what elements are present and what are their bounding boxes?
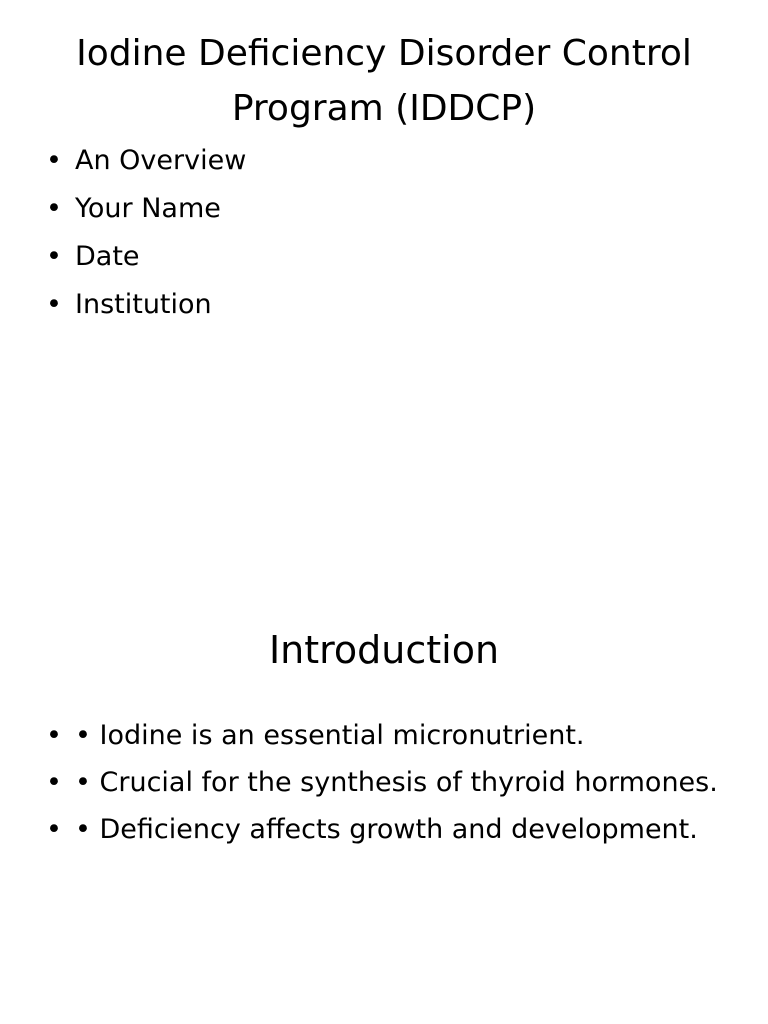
bullet-icon: • xyxy=(46,814,62,845)
bullet-text: Date xyxy=(75,241,140,272)
list-item xyxy=(46,236,726,277)
bullet-text: • Iodine is an essential micronutrient. xyxy=(75,720,585,751)
bullet-icon: • xyxy=(46,720,62,751)
bullet-list xyxy=(46,140,726,332)
bullet-text: • Deficiency affects growth and development. xyxy=(75,814,698,845)
list-item xyxy=(46,284,726,325)
bullet-text: Your Name xyxy=(75,193,221,224)
introduction-slide xyxy=(0,512,768,1024)
bullet-icon: • xyxy=(46,241,62,272)
list-item xyxy=(46,809,726,851)
bullet-icon: • xyxy=(46,767,62,798)
list-item xyxy=(46,140,726,181)
list-item xyxy=(46,762,726,804)
slide-title: Iodine Deficiency Disorder Control Program (IDDCP) xyxy=(76,33,692,129)
bullet-icon: • xyxy=(46,145,62,176)
slide-title: Introduction xyxy=(268,628,500,672)
bullet-text: Institution xyxy=(75,289,212,320)
bullet-text: • Crucial for the synthesis of thyroid hormones. xyxy=(75,767,718,798)
bullet-list xyxy=(46,715,726,856)
list-item xyxy=(46,188,726,229)
bullet-text: An Overview xyxy=(75,145,247,176)
bullet-icon: • xyxy=(46,289,62,320)
bullet-icon: • xyxy=(46,193,62,224)
list-item xyxy=(46,715,726,757)
